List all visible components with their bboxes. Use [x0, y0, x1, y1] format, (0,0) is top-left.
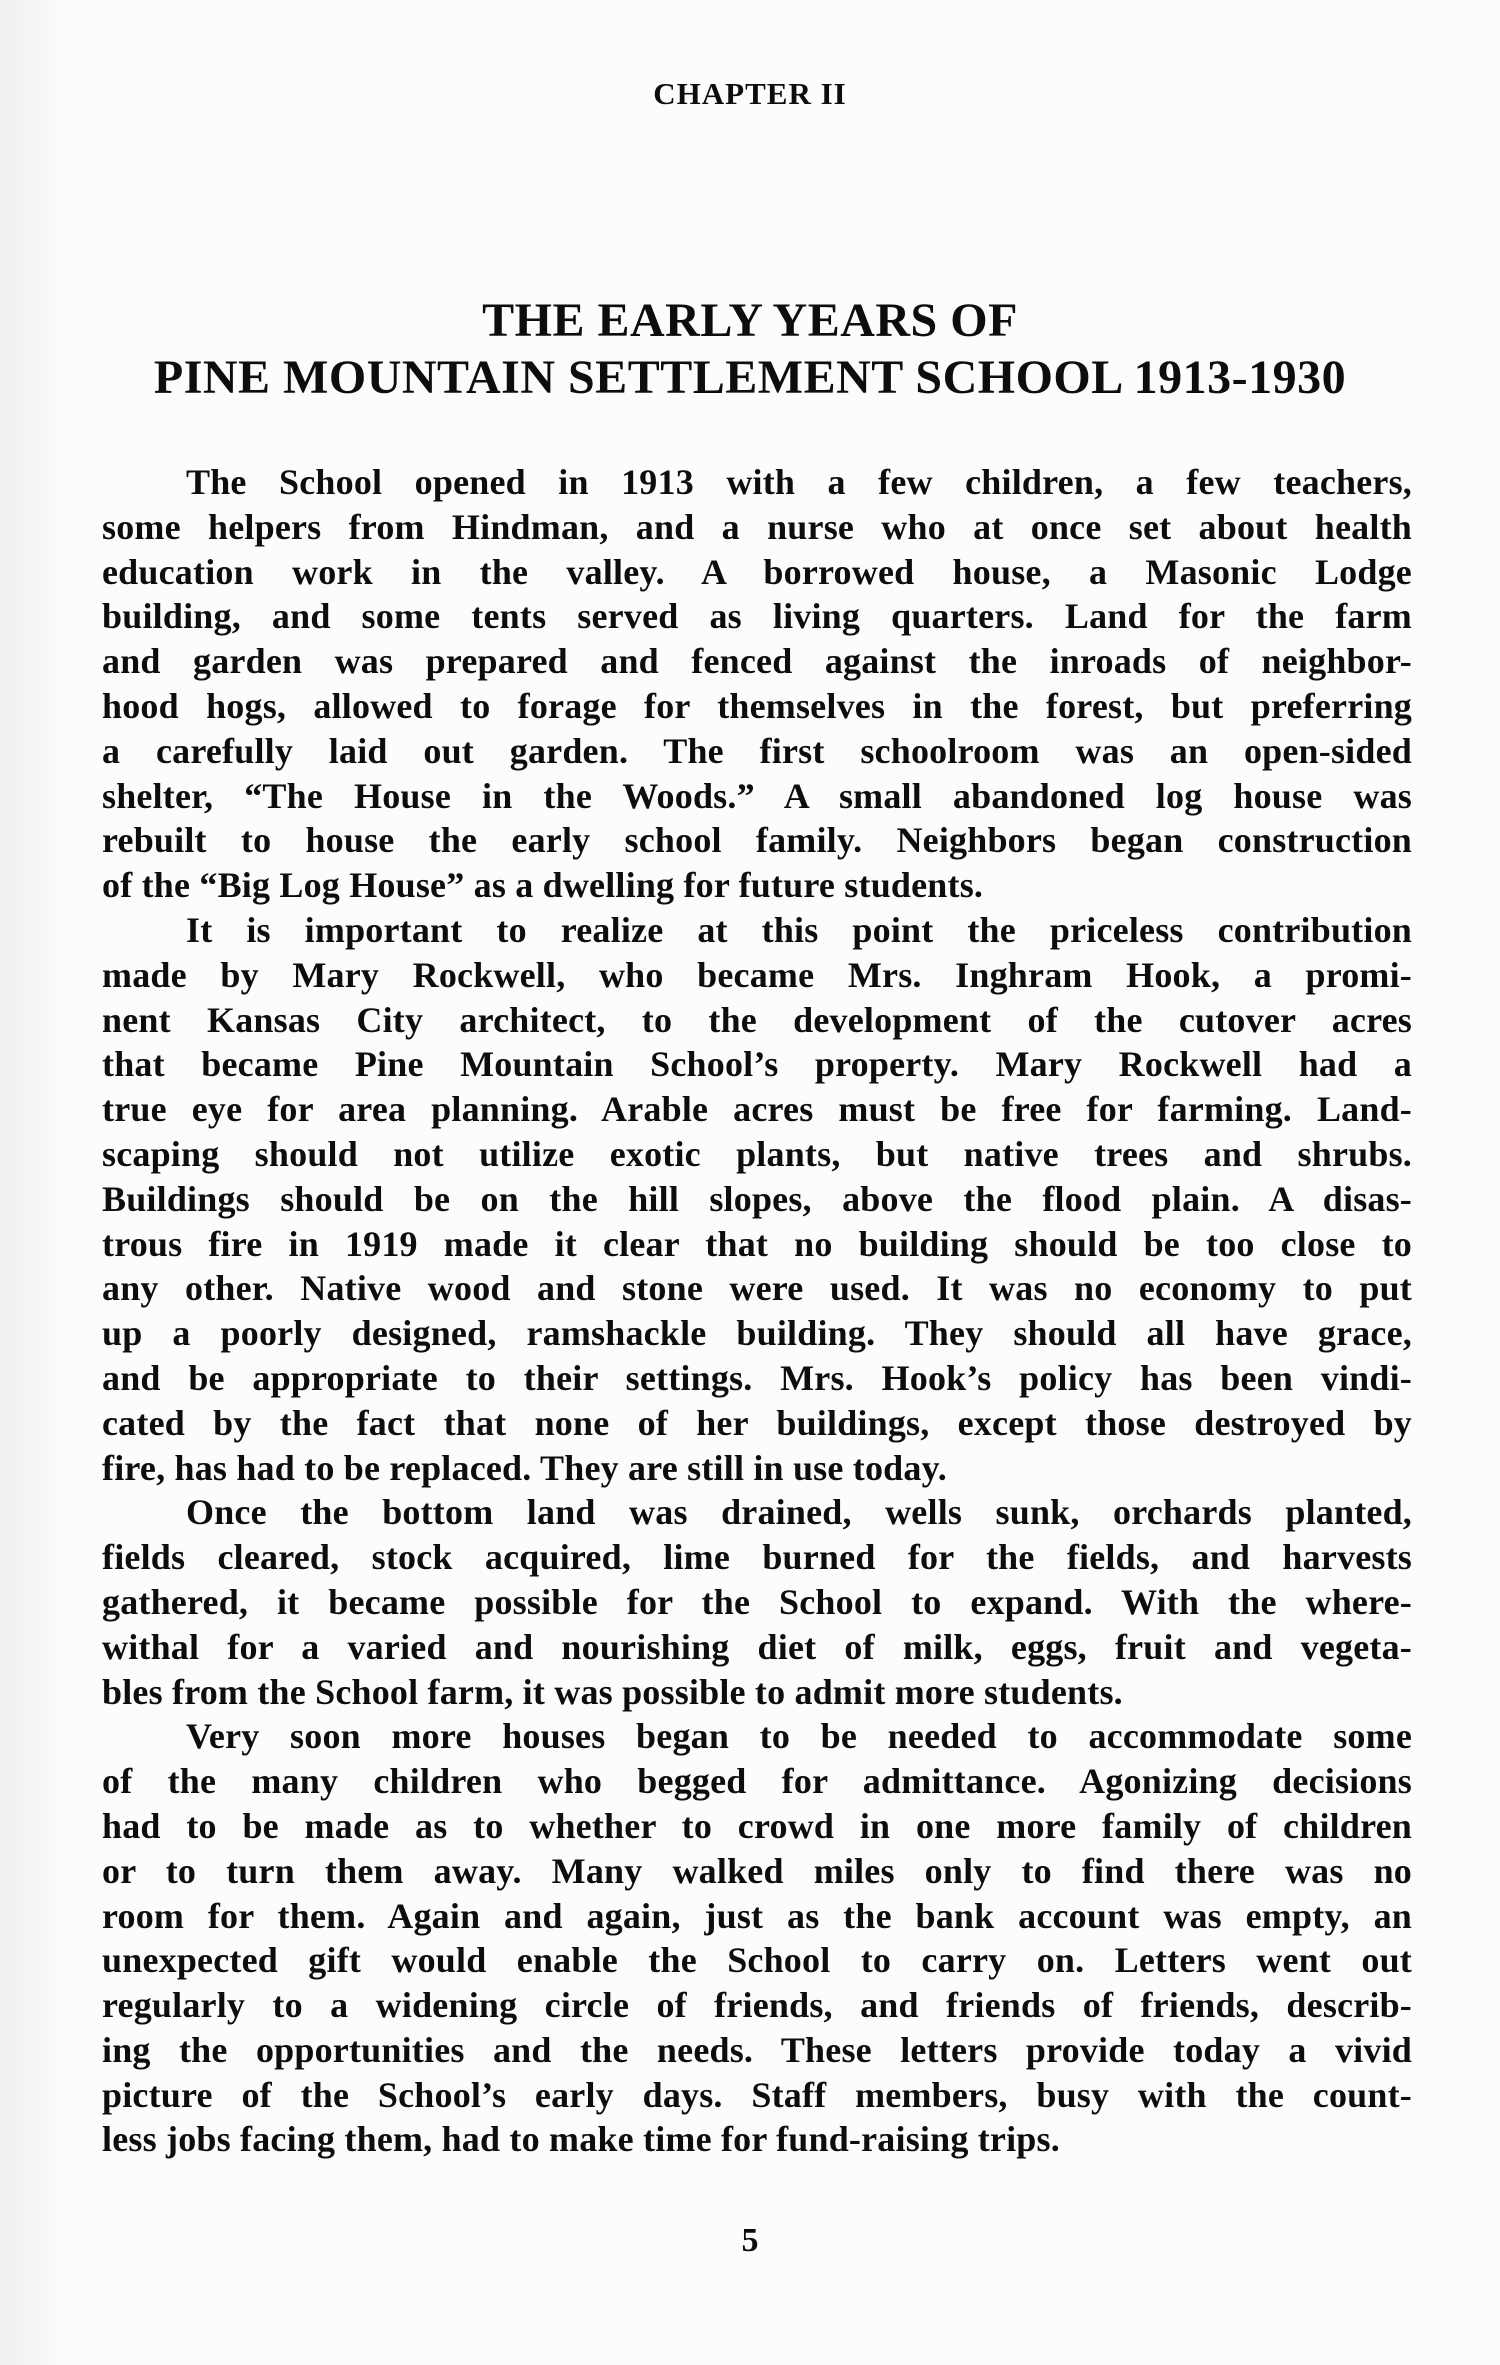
text-line: less jobs facing them, had to make time for fund-raising trips.	[102, 2119, 1060, 2160]
text-line: Buildings should be on the hill slopes, above the flood plain. A disas-	[102, 1178, 1412, 1219]
text-line: regularly to a widening circle of friends, and friends of friends, describ-	[102, 1985, 1412, 2026]
title-line-2: PINE MOUNTAIN SETTLEMENT SCHOOL 1913-1930	[153, 351, 1347, 404]
text-line: The School opened in 1913 with a few children, a few teachers,	[186, 462, 1412, 502]
text-line: some helpers from Hindman, and a nurse who at once set about health	[102, 506, 1412, 547]
text-line: hood hogs, allowed to forage for themselves in the forest, but preferring	[102, 685, 1412, 726]
text-line: room for them. Again and again, just as the bank account was empty, an	[102, 1895, 1412, 1936]
text-line: made by Mary Rockwell, who became Mrs. Inghram Hook, a promi-	[102, 954, 1412, 995]
text-line: It is important to realize at this point the priceless contribution	[186, 909, 1412, 950]
body-text	[102, 460, 1412, 2162]
text-line: or to turn them away. Many walked miles only to find there was no	[102, 1850, 1412, 1891]
text-line: bles from the School farm, it was possible to admit more students.	[102, 1671, 1123, 1712]
text-line: cated by the fact that none of her buildings, except those destroyed by	[102, 1402, 1412, 1443]
text-line: of the many children who begged for admittance. Agonizing decisions	[102, 1761, 1412, 1802]
paragraph	[102, 1490, 1412, 1714]
text-line: building, and some tents served as living quarters. Land for the farm	[102, 596, 1412, 637]
text-line: nent Kansas City architect, to the development of the cutover acres	[102, 999, 1412, 1040]
text-line: any other. Native wood and stone were used. It was no economy to put	[102, 1268, 1412, 1309]
paragraph	[102, 908, 1412, 1490]
text-line: fire, has had to be replaced. They are still in use today.	[102, 1447, 947, 1488]
text-line: had to be made as to whether to crowd in one more family of children	[102, 1805, 1412, 1846]
text-line: and be appropriate to their settings. Mrs. Hook’s policy has been vindi-	[102, 1357, 1412, 1398]
text-line: of the “Big Log House” as a dwelling for future students.	[102, 865, 984, 906]
text-line: withal for a varied and nourishing diet of milk, eggs, fruit and vegeta-	[102, 1626, 1412, 1667]
text-line: education work in the valley. A borrowed house, a Masonic Lodge	[102, 551, 1412, 592]
text-line: unexpected gift would enable the School to carry on. Letters went out	[102, 1940, 1412, 1981]
text-line: shelter, “The House in the Woods.” A small abandoned log house was	[102, 775, 1412, 816]
text-line: and garden was prepared and fenced against the inroads of neighbor-	[102, 641, 1412, 682]
text-line: a carefully laid out garden. The first schoolroom was an open-sided	[102, 730, 1412, 771]
text-line: up a poorly designed, ramshackle building. They should all have grace,	[102, 1313, 1412, 1354]
text-line: Very soon more houses began to be needed to accommodate some	[186, 1716, 1412, 1757]
text-line: ing the opportunities and the needs. These letters provide today a vivid	[102, 2029, 1412, 2070]
text-line: true eye for area planning. Arable acres must be free for farming. Land-	[102, 1089, 1412, 1130]
title-line-1: THE EARLY YEARS OF	[482, 294, 1018, 347]
text-line: gathered, it became possible for the School to expand. With the where-	[102, 1581, 1412, 1622]
text-line: rebuilt to house the early school family. Neighbors began construction	[102, 820, 1412, 861]
text-line: scaping should not utilize exotic plants, but native trees and shrubs.	[102, 1133, 1412, 1174]
paragraph	[102, 1714, 1412, 2162]
paragraph	[102, 460, 1412, 908]
page-number: 5	[741, 2222, 759, 2259]
book-title	[0, 292, 1500, 406]
chapter-heading: CHAPTER II	[653, 76, 847, 111]
text-line: that became Pine Mountain School’s property. Mary Rockwell had a	[102, 1044, 1412, 1085]
text-line: Once the bottom land was drained, wells sunk, orchards planted,	[186, 1492, 1412, 1533]
text-line: trous fire in 1919 made it clear that no building should be too close to	[102, 1223, 1412, 1264]
text-line: fields cleared, stock acquired, lime burned for the fields, and harvests	[102, 1537, 1412, 1578]
text-line: picture of the School’s early days. Staff members, busy with the count-	[102, 2074, 1412, 2115]
